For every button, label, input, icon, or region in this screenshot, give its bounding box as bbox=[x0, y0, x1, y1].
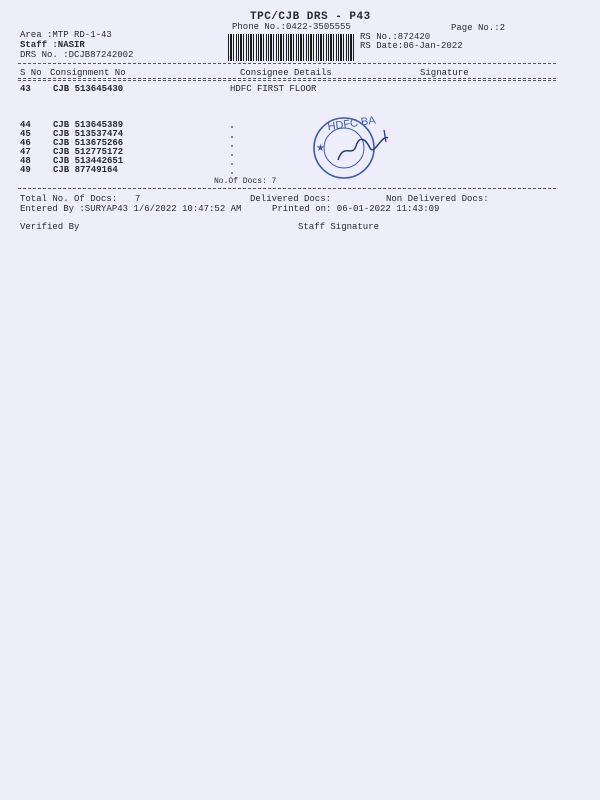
document-title: TPC/CJB DRS - P43 bbox=[250, 11, 371, 23]
no-of-docs: No.Of Docs: 7 bbox=[214, 177, 277, 186]
row-dot bbox=[231, 163, 233, 165]
row-dot bbox=[231, 172, 233, 174]
row-dot bbox=[231, 145, 233, 147]
non-delivered-docs: Non Delivered Docs: bbox=[386, 194, 489, 204]
bank-stamp bbox=[308, 112, 394, 182]
delivered-docs: Delivered Docs: bbox=[250, 194, 332, 204]
drs-number: DRS No. :DCJB87242002 bbox=[20, 50, 134, 60]
total-docs-value: 7 bbox=[135, 194, 141, 204]
table-row-consignment: CJB 513645389 bbox=[53, 120, 124, 130]
stamp-text: HDFC BA bbox=[326, 114, 377, 134]
table-row-consignment: CJB 87749164 bbox=[53, 165, 118, 175]
table-row-sno: 44 bbox=[20, 120, 31, 130]
table-row-consignment: CJB 513442651 bbox=[53, 156, 124, 166]
page-number: Page No.:2 bbox=[451, 23, 506, 33]
col-sno: S No bbox=[20, 68, 42, 78]
verified-by: Verified By bbox=[20, 222, 80, 232]
table-row-sno: 46 bbox=[20, 138, 31, 148]
col-signature: Signature bbox=[420, 68, 469, 78]
row-dot bbox=[231, 154, 233, 156]
row-43-consignee: HDFC FIRST FLOOR bbox=[230, 84, 317, 94]
columns-divider bbox=[18, 78, 556, 79]
row-43-consignment: CJB 513645430 bbox=[53, 84, 124, 94]
header-divider bbox=[18, 63, 556, 64]
col-consignment: Consignment No bbox=[50, 68, 126, 78]
table-row-sno: 48 bbox=[20, 156, 31, 166]
row-dot bbox=[231, 136, 233, 138]
row-43-sno: 43 bbox=[20, 84, 31, 94]
columns-divider-2 bbox=[18, 80, 556, 81]
table-row-sno: 49 bbox=[20, 165, 31, 175]
staff-signature: Staff Signature bbox=[298, 222, 380, 232]
area-label: Area :MTP RD-1-43 bbox=[20, 30, 112, 40]
staff-label: Staff :NASIR bbox=[20, 40, 85, 50]
total-docs-label: Total No. Of Docs: bbox=[20, 194, 118, 204]
row-dot bbox=[231, 126, 233, 128]
phone-number: Phone No.:0422-3505555 bbox=[232, 22, 351, 32]
table-row-sno: 45 bbox=[20, 129, 31, 139]
rs-date: RS Date:06-Jan-2022 bbox=[360, 41, 463, 51]
footer-divider bbox=[18, 188, 556, 189]
table-row-consignment: CJB 513537474 bbox=[53, 129, 124, 139]
svg-text:★: ★ bbox=[316, 143, 325, 154]
barcode bbox=[228, 34, 354, 61]
table-row-consignment: CJB 513675266 bbox=[53, 138, 124, 148]
entered-by: Entered By :SURYAP43 1/6/2022 10:47:52 AM bbox=[20, 204, 242, 214]
table-row-sno: 47 bbox=[20, 147, 31, 157]
rs-number: RS No.:872420 bbox=[360, 32, 431, 42]
col-consignee: Consignee Details bbox=[240, 68, 332, 78]
table-row-consignment: CJB 512775172 bbox=[53, 147, 124, 157]
printed-on: Printed on: 06-01-2022 11:43:09 bbox=[272, 204, 440, 214]
